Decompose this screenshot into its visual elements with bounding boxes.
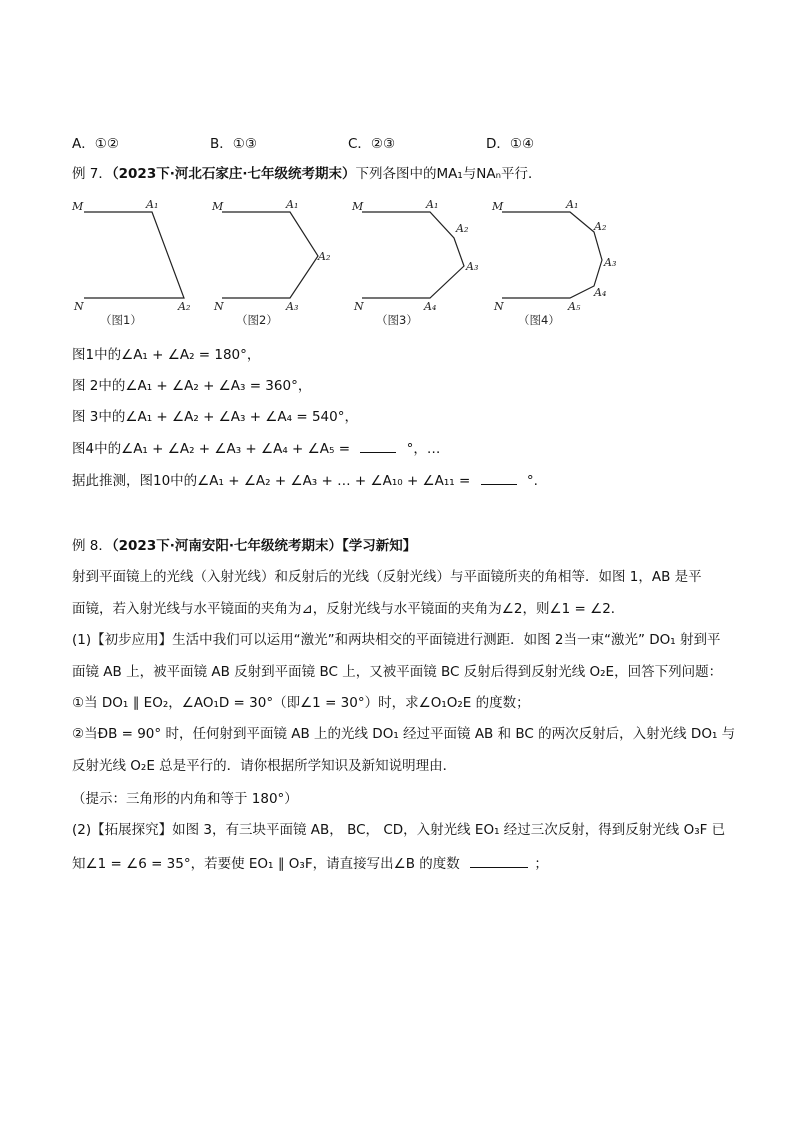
ex7-heading bbox=[72, 164, 542, 184]
option-d: D．①④ bbox=[486, 136, 535, 152]
fig3-label-n: N bbox=[354, 300, 364, 313]
ex7-line-1: 图1中的∠A₁ + ∠A₂ = 180°， bbox=[72, 347, 261, 363]
fig1-path bbox=[84, 212, 184, 298]
ex8-tag: 【学习新知】 bbox=[341, 538, 417, 554]
ex7-line-5-suffix: °. bbox=[526, 473, 538, 489]
fig4-label-a4: A₄ bbox=[594, 286, 607, 299]
fig1-label-a1: A₁ bbox=[146, 198, 159, 211]
ex8-line-7: 反射光线 O₂E 总是平行的．请你根据所学知识及新知说明理由． bbox=[72, 758, 457, 774]
fig2-label-a1: A₁ bbox=[286, 198, 299, 211]
ex8-line-10-suffix: ； bbox=[534, 856, 548, 872]
ex8-line-8: （提示：三角形的内角和等于 180°） bbox=[72, 791, 298, 807]
fig1-caption: （图1） bbox=[100, 313, 142, 327]
ex7-line-5-text: 据此推测，图10中的∠A₁ + ∠A₂ + ∠A₃ + … + ∠A₁₀ + ∠A₁₁ = bbox=[72, 473, 471, 489]
ex8-heading bbox=[72, 536, 416, 556]
ex7-prefix: 例 7． bbox=[72, 166, 112, 182]
fig4-path bbox=[502, 212, 602, 298]
ex7-line-3: 图 3中的∠A₁ + ∠A₂ + ∠A₃ + ∠A₄ = 540°， bbox=[72, 409, 358, 425]
ex8-line-5: ①当 DO₁ ∥ EO₂，∠AO₁D = 30°（即∠1 = 30°）时，求∠O₁O₂E 的度数； bbox=[72, 695, 530, 711]
answer-blank-angle-b[interactable] bbox=[470, 853, 528, 868]
fig3-label-a3: A₃ bbox=[466, 260, 479, 273]
ex8-line-4: 面镜 AB 上，被平面镜 AB 反射到平面镜 BC 上，又被平面镜 BC 反射后得到反射光线 O₂E，回答下列问题： bbox=[72, 664, 723, 680]
ex7-line-2: 图 2中的∠A₁ + ∠A₂ + ∠A₃ = 360°， bbox=[72, 378, 312, 394]
fig2-caption: （图2） bbox=[236, 313, 278, 327]
option-b: B．①③ bbox=[210, 136, 257, 152]
ex7-line-4 bbox=[72, 438, 440, 459]
ex8-line-9: (2)【拓展探究】如图 3，有三块平面镜 AB， BC， CD，入射光线 EO₁ 经过三次反射，得到反射光线 O₃F 已 bbox=[72, 822, 726, 838]
fig2-path bbox=[222, 212, 318, 298]
ex8-line-2: 面镜，若入射光线与水平镜面的夹角为⊿，反射光线与水平镜面的夹角为∠2，则∠1 = ∠2． bbox=[72, 601, 625, 617]
fig1-label-n: N bbox=[74, 300, 84, 313]
fig3-label-a1: A₁ bbox=[426, 198, 439, 211]
ex8-source: （2023下·河南安阳·七年级统考期末） bbox=[111, 538, 342, 554]
fig2-label-a3: A₃ bbox=[286, 300, 299, 313]
fig4-label-m: M bbox=[492, 200, 504, 213]
ex7-figures bbox=[60, 194, 750, 334]
fig3-path bbox=[362, 212, 464, 298]
fig4-label-a3: A₃ bbox=[604, 256, 617, 269]
fig4-label-n: N bbox=[494, 300, 504, 313]
fig3-label-a2: A₂ bbox=[456, 222, 469, 235]
ex8-prefix: 例 8． bbox=[72, 538, 112, 554]
fig3-label-m: M bbox=[352, 200, 364, 213]
ex7-line-4-text: 图4中的∠A₁ + ∠A₂ + ∠A₃ + ∠A₄ + ∠A₅ = bbox=[72, 441, 351, 457]
fig3-caption: （图3） bbox=[376, 313, 418, 327]
fig1-label-a2: A₂ bbox=[178, 300, 191, 313]
ex7-line-4-suffix: °，… bbox=[406, 441, 441, 457]
ex8-line-6: ②当ÐB = 90° 时，任何射到平面镜 AB 上的光线 DO₁ 经过平面镜 AB 和 BC 的两次反射后，入射光线 DO₁ 与 bbox=[72, 726, 736, 742]
fig4-label-a1: A₁ bbox=[566, 198, 579, 211]
ex8-line-10-text: 知∠1 = ∠6 = 35°，若要使 EO₁ ∥ O₃F，请直接写出∠B 的度数 bbox=[72, 856, 460, 872]
ex7-source: （2023下·河北石家庄·七年级统考期末） bbox=[111, 166, 356, 182]
fig1-label-m: M bbox=[72, 200, 84, 213]
fig2-label-n: N bbox=[214, 300, 224, 313]
ex7-text: 下列各图中的MA₁与NAₙ平行． bbox=[355, 166, 542, 182]
fig4-label-a5: A₅ bbox=[568, 300, 581, 313]
fig4-label-a2: A₂ bbox=[594, 220, 607, 233]
ex7-line-5 bbox=[72, 470, 538, 491]
fig3-label-a4: A₄ bbox=[424, 300, 437, 313]
option-a: A．①② bbox=[72, 136, 119, 152]
answer-blank-fig4[interactable] bbox=[360, 438, 396, 453]
ex8-line-1: 射到平面镜上的光线（入射光线）和反射后的光线（反射光线）与平面镜所夹的角相等．如图 1，AB 是平 bbox=[72, 569, 702, 585]
ex8-line-10 bbox=[72, 853, 548, 874]
fig2-label-m: M bbox=[212, 200, 224, 213]
fig2-label-a2: A₂ bbox=[318, 250, 331, 263]
answer-blank-fig10[interactable] bbox=[481, 470, 517, 485]
option-c: C．②③ bbox=[348, 136, 396, 152]
ex8-line-3: (1)【初步应用】生活中我们可以运用“激光”和两块相交的平面镜进行测距．如图 2当一束“激光” DO₁ 射到平 bbox=[72, 632, 721, 648]
fig4-caption: （图4） bbox=[518, 313, 560, 327]
